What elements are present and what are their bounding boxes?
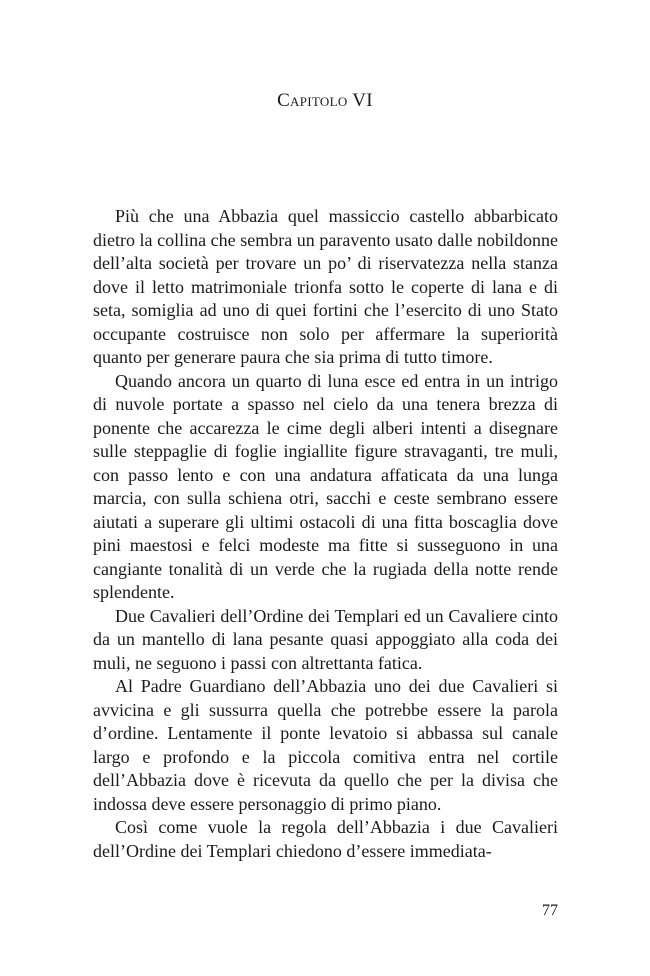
paragraph: Al Padre Guardiano dell’Abbazia uno dei due Cavalieri si avvicina e gli sussurra quella che potrebbe essere la parola d’ordine. Lentamente il ponte levatoio si abbassa sul canale largo e profondo e la piccola comitiva entra nel cortile dell’Abbazia dove è ricevuta da quello che per la divisa che indossa deve essere personaggio di primo piano. (93, 676, 558, 814)
chapter-body (93, 205, 558, 863)
chapter-title (0, 90, 650, 112)
chapter-number: VI (352, 90, 373, 111)
paragraph: Due Cavalieri dell’Ordine dei Templari ed un Cavaliere cinto da un mantello di lana pesante quasi appoggiato alla coda dei muli, ne seguono i passi con altrettanta fatica. (93, 605, 558, 673)
paragraph: Quando ancora un quarto di luna esce ed entra in un intrigo di nuvole portate a spasso nel cielo da una tenera brezza di ponente che accarezza le cime degli alberi intenti a disegnare sulle steppaglie di foglie ingiallite figure stravaganti, tre muli, con passo lento e con una andatura affaticata da una lunga marcia, con sulla schiena otri, sacchi e ceste sembrano essere aiutati a superare gli ultimi ostacoli di una fitta boscaglia dove pini maestosi e felci modeste ma fitte si susseguono in una cangiante tonalità di un verde che la rugiada della notte rende splendente. (93, 370, 558, 602)
paragraph: Più che una Abbazia quel massiccio castello abbarbicato dietro la collina che sembra un paravento usato dalle nobildonne dell’alta società per trovare un po’ di riservatezza nella stanza dove il letto matrimoniale trionfa sotto le coperte di lana e di seta, somiglia ad uno di quei fortini che l’esercito di uno Stato occupante costruisce non solo per affermare la superiorità quanto per generare paura che sia prima di tutto timore. (93, 206, 558, 367)
chapter-word: Capitolo (277, 90, 348, 111)
page-number: 77 (542, 902, 558, 919)
paragraph: Così come vuole la regola dell’Abbazia i due Cavalieri dell’Ordine dei Templari chiedono d’essere immediata- (93, 817, 558, 861)
